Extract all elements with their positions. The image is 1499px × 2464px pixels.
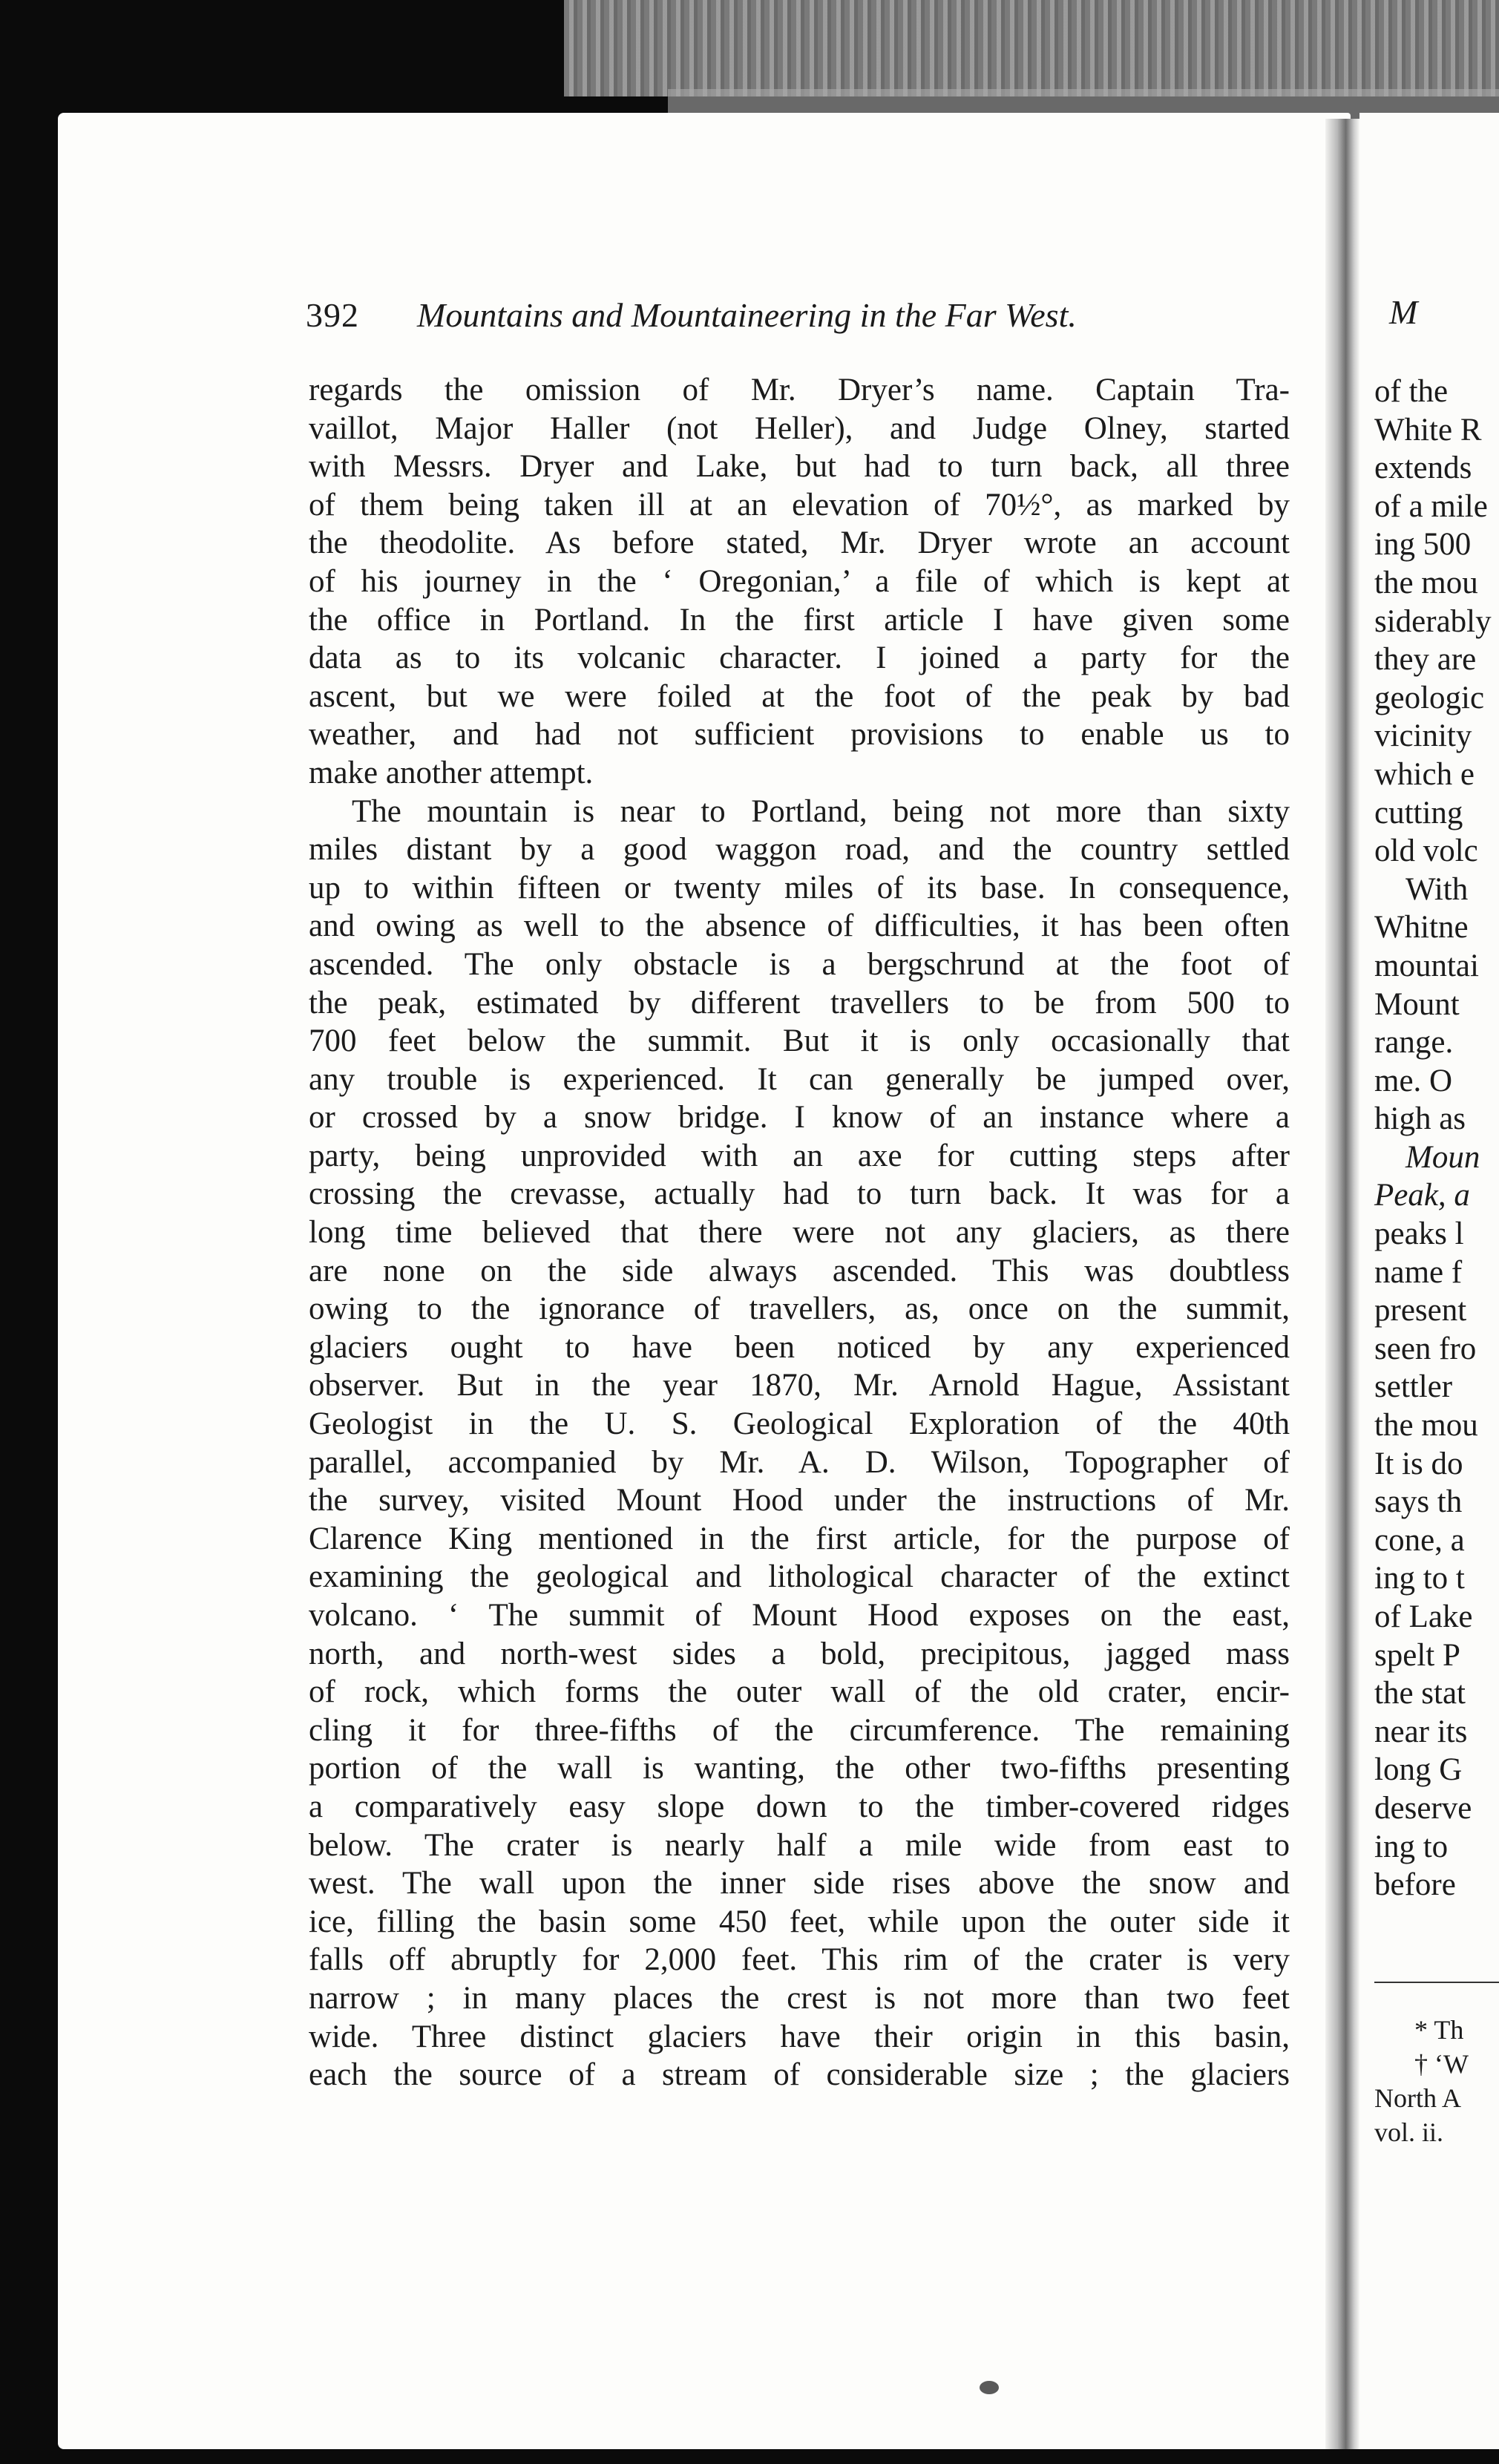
text-line-fragment: old volc	[1374, 833, 1478, 869]
facing-page-edge	[564, 0, 1499, 96]
footnote-fragment: * Th	[1414, 2015, 1464, 2045]
running-title: Mountains and Mountaineering in the Far West.	[417, 296, 1077, 334]
text-line: with Messrs. Dryer and Lake, but had to turn back, all three	[309, 449, 1290, 485]
text-line-fragment: before	[1374, 1867, 1456, 1903]
text-line-fragment: the mou	[1374, 1408, 1478, 1444]
text-line: north, and north-west sides a bold, precipitous, jagged mass	[309, 1636, 1290, 1671]
footnote-fragment: North A	[1374, 2083, 1461, 2113]
text-line-fragment: ing to t	[1374, 1561, 1465, 1596]
text-line: of them being taken ill at an elevation of 70½°, as marked by	[309, 487, 1290, 522]
text-line-fragment: they are	[1374, 642, 1477, 678]
running-header	[306, 291, 1308, 343]
right-running-header: M	[1389, 293, 1418, 331]
footnote-fragment: vol. ii.	[1374, 2117, 1444, 2147]
text-line: of his journey in the ‘ Oregonian,’ a file of which is kept at	[309, 563, 1290, 599]
text-line-fragment: mountai	[1374, 948, 1479, 983]
text-line-fragment: deserve	[1374, 1790, 1472, 1826]
text-line-fragment: name f	[1374, 1254, 1463, 1290]
text-line: the office in Portland. In the first article I have given some	[309, 602, 1290, 638]
text-line-fragment: settler	[1374, 1369, 1453, 1405]
text-line-fragment: peaks l	[1374, 1216, 1464, 1252]
text-line-fragment: White R	[1374, 412, 1482, 448]
text-line-fragment: Moun	[1405, 1139, 1480, 1175]
text-line: ascended. The only obstacle is a bergschrund at the foot of	[309, 946, 1290, 982]
scan-speck	[980, 2381, 999, 2394]
text-line: portion of the wall is wanting, the other two-fifths presenting	[309, 1751, 1290, 1786]
text-line: party, being unprovided with an axe for cutting steps after	[309, 1138, 1290, 1173]
text-line-fragment: ing to	[1374, 1829, 1449, 1864]
text-line: falls off abruptly for 2,000 feet. This rim of the crater is very	[309, 1942, 1290, 1978]
text-line-fragment: of the	[1374, 374, 1449, 409]
text-line: miles distant by a good waggon road, and the country settled	[309, 832, 1290, 868]
text-line: weather, and had not sufficient provisions to enable us to	[309, 717, 1290, 753]
text-line-fragment: Mount	[1374, 986, 1460, 1022]
text-line: data as to its volcanic character. I joined a party for the	[309, 640, 1290, 676]
page-number: 392	[306, 296, 359, 334]
text-line: wide. Three distinct glaciers have their origin in this basin,	[309, 2019, 1290, 2054]
text-line: Geologist in the U. S. Geological Exploration of the 40th	[309, 1406, 1290, 1442]
text-line-fragment: which e	[1374, 756, 1475, 792]
text-line-fragment: seen fro	[1374, 1331, 1477, 1366]
text-line: long time believed that there were not any glaciers, as there	[309, 1215, 1290, 1251]
text-line: Clarence King mentioned in the first article, for the purpose of	[309, 1521, 1290, 1556]
text-line: of rock, which forms the outer wall of the old crater, encir-	[309, 1674, 1290, 1710]
text-line: crossing the crevasse, actually had to turn back. It was for a	[309, 1176, 1290, 1212]
text-line-fragment: says th	[1374, 1484, 1463, 1520]
text-line: ice, filling the basin some 450 feet, while upon the outer side it	[309, 1904, 1290, 1939]
text-line-fragment: near its	[1374, 1714, 1468, 1749]
right-body-text	[1374, 373, 1499, 1904]
text-line: glaciers ought to have been noticed by any experienced	[309, 1329, 1290, 1365]
text-line: parallel, accompanied by Mr. A. D. Wilson, Topographer of	[309, 1444, 1290, 1480]
text-line-fragment: With	[1405, 871, 1469, 907]
text-line: are none on the side always ascended. This was doubtless	[309, 1253, 1290, 1288]
text-line-fragment: Peak, a	[1374, 1178, 1470, 1213]
text-line-fragment: range.	[1374, 1025, 1454, 1061]
text-line: a comparatively easy slope down to the timber-covered ridges	[309, 1789, 1290, 1824]
text-line: observer. But in the year 1870, Mr. Arnold Hague, Assistant	[309, 1368, 1290, 1403]
text-line: owing to the ignorance of travellers, as, once on the summit,	[309, 1291, 1290, 1327]
text-line-fragment: It is do	[1374, 1446, 1463, 1481]
text-line-fragment: present	[1374, 1293, 1467, 1328]
text-line: below. The crater is nearly half a mile wide from east to	[309, 1827, 1290, 1863]
text-line: examining the geological and lithological character of the extinct	[309, 1559, 1290, 1595]
text-line-fragment: ing 500	[1374, 527, 1472, 563]
text-line-fragment: geologic	[1374, 680, 1485, 715]
text-line-fragment: siderably	[1374, 603, 1492, 639]
text-line: the theodolite. As before stated, Mr. Dryer wrote an account	[309, 525, 1290, 561]
text-line-fragment: extends	[1374, 450, 1472, 486]
text-line: narrow ; in many places the crest is not more than two feet	[309, 1980, 1290, 2016]
text-line-fragment: me. O	[1374, 1063, 1453, 1098]
text-line-fragment: the mou	[1374, 565, 1478, 600]
text-line-fragment: long G	[1374, 1752, 1463, 1788]
text-line-fragment: Whitne	[1374, 910, 1469, 946]
text-line: regards the omission of Mr. Dryer’s name. Captain Tra-	[309, 373, 1290, 407]
body-text	[309, 371, 1290, 2094]
footnote-fragment: † ‘W	[1414, 2049, 1469, 2079]
text-line-fragment: the stat	[1374, 1676, 1466, 1711]
text-line-fragment: vicinity	[1374, 718, 1472, 754]
text-line: The mountain is near to Portland, being not more than sixty	[352, 793, 1290, 829]
book-gutter	[1325, 119, 1359, 2449]
text-line: up to within fifteen or twenty miles of its base. In consequence,	[309, 870, 1290, 905]
text-line-fragment: high as	[1374, 1101, 1466, 1137]
text-line: ascent, but we were foiled at the foot of the peak by bad	[309, 678, 1290, 714]
footnote-rule	[1374, 1982, 1499, 1983]
text-line-fragment: of a mile	[1374, 488, 1488, 524]
text-line: the survey, visited Mount Hood under the instructions of Mr.	[309, 1483, 1290, 1518]
text-line: and owing as well to the absence of difficulties, it has been often	[309, 908, 1290, 944]
text-line: vaillot, Major Haller (not Heller), and Judge Olney, started	[309, 410, 1290, 446]
text-line: 700 feet below the summit. But it is only occasionally that	[309, 1023, 1290, 1059]
text-line: each the source of a stream of considerable size ; the glaciers	[309, 2057, 1290, 2093]
text-line: make another attempt.	[309, 755, 594, 790]
right-footnotes	[1374, 2013, 1469, 2149]
text-line: the peak, estimated by different travellers to be from 500 to	[309, 985, 1290, 1020]
text-line-fragment: spelt P	[1374, 1637, 1460, 1673]
text-line: any trouble is experienced. It can generally be jumped over,	[309, 1061, 1290, 1097]
text-line-fragment: cutting	[1374, 795, 1463, 830]
text-line-fragment: cone, a	[1374, 1522, 1465, 1558]
text-line: cling it for three-fifths of the circumference. The remaining	[309, 1712, 1290, 1748]
text-line: west. The wall upon the inner side rises above the snow and	[309, 1866, 1290, 1901]
text-line: or crossed by a snow bridge. I know of an instance where a	[309, 1100, 1290, 1136]
text-line: volcano. ‘ The summit of Mount Hood exposes on the east,	[309, 1598, 1290, 1633]
right-page	[1359, 113, 1499, 2449]
text-line-fragment: of Lake	[1374, 1599, 1473, 1634]
